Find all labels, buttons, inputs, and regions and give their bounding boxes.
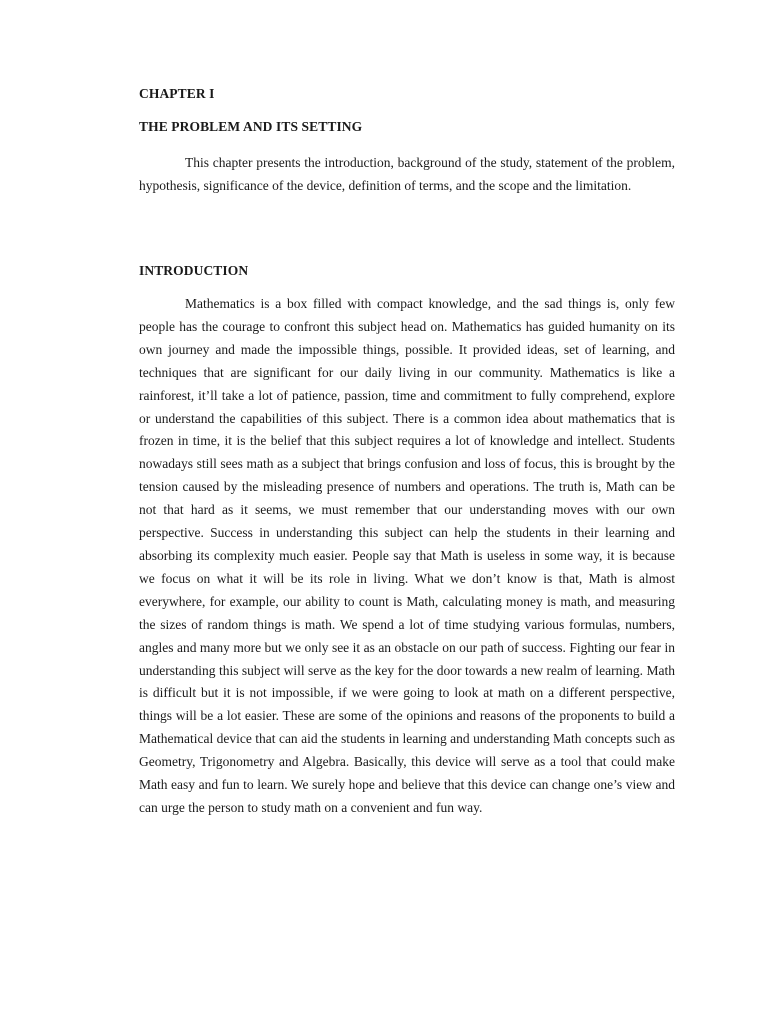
chapter-label: CHAPTER I [139,86,215,101]
section-heading-introduction: INTRODUCTION [139,263,249,278]
introduction-paragraph: Mathematics is a box filled with compact knowledge, and the sad things is, only few people has the courage to confront this subject head on. Mathematics has guided humanity on its own journey and made the impossible things, possible. It provided ideas, set of learning, and techniques that are significant for our daily living in our community. Mathematics is like a rainforest, it’ll take a lot of patience, passion, time and commitment to fully comprehend, explore or understand the capabilities of this subject. There is a common idea about mathematics that is frozen in time, it is the belief that this subject requires a lot of knowledge and intellect. Students nowadays still sees math as a subject that brings confusion and loss of focus, this is brought by the tension caused by the misleading presence of numbers and operations. The truth is, Math can be not that hard as it seems, we must remember that our understanding moves with our own perspective. Success in understanding this subject can help the students in their learning and absorbing its complexity much easier. People say that Math is useless in some way, it is because we focus on what it will be its role in living. What we don’t know is that, Math is almost everywhere, for example, our ability to count is Math, calculating money is math, and measuring the sizes of random things is math. We spend a lot of time studying various formulas, numbers, angles and many more but we only see it as an obstacle on our path of success. Fighting our fear in understanding this subject will serve as the key for the door towards a new realm of learning. Math is difficult but it is not impossible, if we were going to look at math on a different perspective, things will be a lot easier. These are some of the opinions and reasons of the proponents to build a Mathematical device that can aid the students in learning and understanding Math concepts such as Geometry, Trigonometry and Algebra. Basically, this device will serve as a tool that could make Math easy and fun to learn. We surely hope and believe that this device can change one’s view and can urge the person to study math on a convenient and fun way. [139,296,675,815]
chapter-title: THE PROBLEM AND ITS SETTING [139,119,363,134]
chapter-overview-paragraph: This chapter presents the introduction, background of the study, statement of the problem, hypothesis, significance of the device, definition of terms, and the scope and the limitation. [139,155,675,193]
